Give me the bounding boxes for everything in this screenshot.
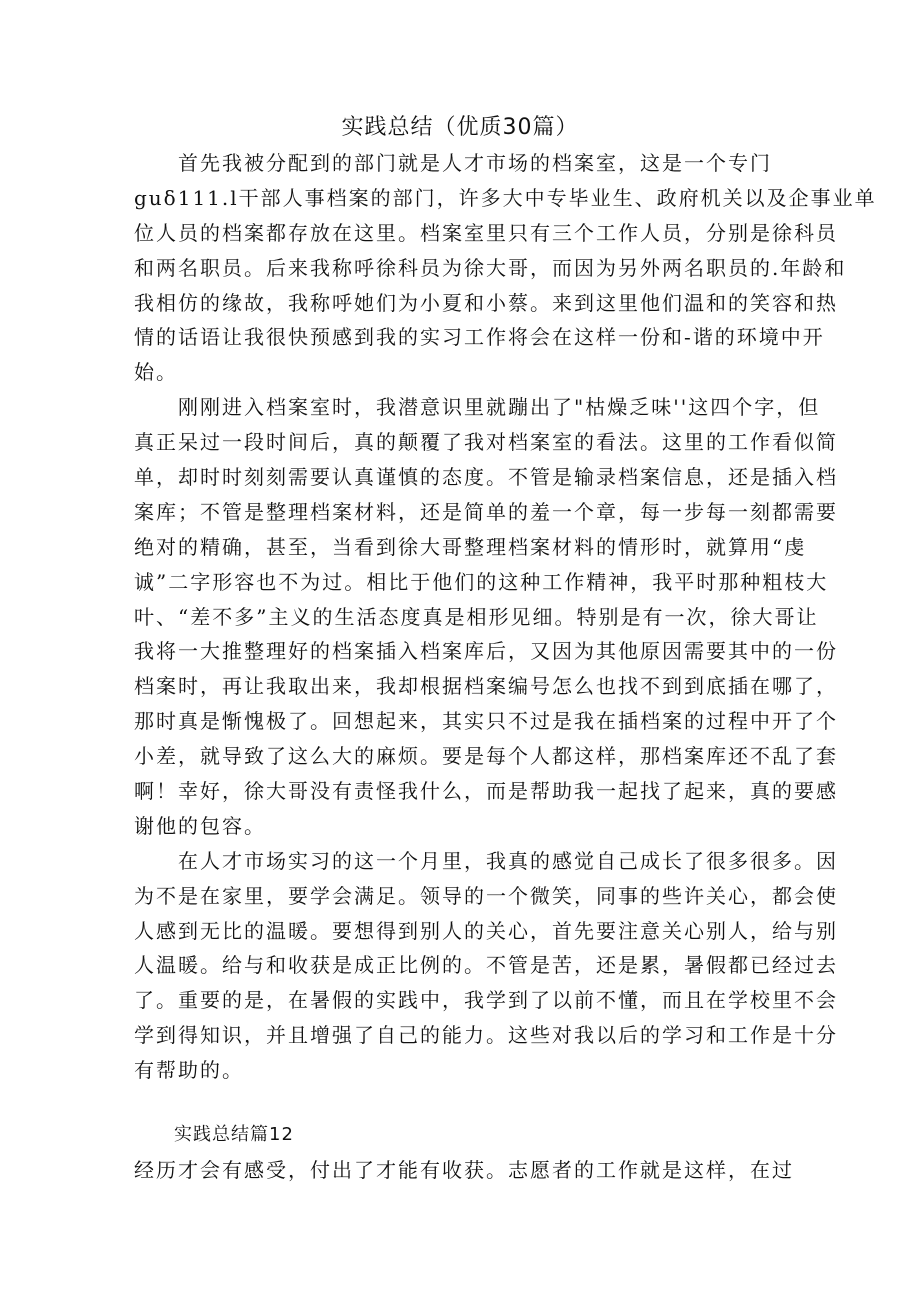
paragraph-line: 档案时，再让我取出来，我却根据档案编号怎么也找不到到底插在哪了，	[134, 674, 838, 699]
section-heading: 实践总结篇12	[174, 1124, 294, 1146]
paragraph-line: 叶、“差不多”主义的生活态度真是相形见细。特别是有一次，徐大哥让	[134, 604, 819, 629]
paragraph-line: 单，却时时刻刻需要认真谨慎的态度。不管是输录档案信息，还是插入档	[134, 465, 838, 490]
paragraph-line: 我将一大推整理好的档案插入档案库后，又因为其他原因需要其中的一份	[134, 639, 838, 664]
paragraph-line: 学到得知识，并且增强了自己的能力。这些对我以后的学习和工作是十分	[134, 1023, 838, 1048]
paragraph-line: 诚”二字形容也不为过。相比于他们的这种工作精神，我平时那种粗枝大	[134, 569, 829, 594]
paragraph-line: 真正呆过一段时间后，真的颠覆了我对档案室的看法。这里的工作看似简	[134, 430, 838, 455]
paragraph-line: 刚刚进入档案室时，我潜意识里就蹦出了"枯燥乏味''这四个字，但	[178, 395, 821, 420]
paragraph-line: guδ111.l干部人事档案的部门，许多大中专毕业生、政府机关以及企事业单	[134, 185, 877, 210]
paragraph-line: 谢他的包容。	[134, 813, 266, 838]
paragraph-line: 在人才市场实习的这一个月里，我真的感觉自己成长了很多很多。因	[178, 848, 838, 873]
section-spacer	[134, 1088, 794, 1118]
paragraph-4	[134, 1153, 794, 1188]
paragraph-line: 情的话语让我很快预感到我的实习工作将会在这样一份和-谐的环境中开	[134, 325, 825, 350]
paragraph-line: 位人员的档案都存放在这里。档案室里只有三个工作人员，分别是徐科员	[134, 220, 838, 245]
paragraph-line: 小差，就导致了这么大的麻烦。要是每个人都这样，那档案库还不乱了套	[134, 744, 838, 769]
paragraph-3	[134, 844, 838, 1088]
paragraph-line: 绝对的精确，甚至，当看到徐大哥整理档案材料的情形时，就算用“虔	[134, 534, 807, 559]
paragraph-line: 那时真是惭愧极了。回想起来，其实只不过是我在插档案的过程中开了个	[134, 709, 838, 734]
paragraph-line: 我相仿的缘故，我称呼她们为小夏和小蔡。来到这里他们温和的笑容和热	[134, 290, 838, 315]
paragraph-line: 案库；不管是整理档案材料，还是简单的羞一个章，每一步每一刻都需要	[134, 499, 838, 524]
paragraph-line: 始。	[134, 360, 178, 385]
document-title: 实践总结（优质30篇）	[341, 115, 579, 140]
paragraph-line: 和两名职员。后来我称呼徐科员为徐大哥，而因为另外两名职员的.年龄和	[134, 255, 847, 280]
paragraph-line: 经历才会有感受，付出了才能有收获。志愿者的工作就是这样，在过	[134, 1157, 794, 1182]
paragraph-line: 人温暖。给与和收获是成正比例的。不管是苦，还是累，暑假都已经过去	[134, 953, 838, 978]
paragraph-line: 人感到无比的温暖。要想得到别人的关心，首先要注意关心别人，给与别	[134, 918, 838, 943]
document-body	[134, 146, 877, 1188]
paragraph-line: 了。重要的是，在暑假的实践中，我学到了以前不懂，而且在学校里不会	[134, 988, 838, 1013]
paragraph-1	[134, 146, 877, 390]
paragraph-2	[134, 390, 838, 844]
paragraph-line: 有帮助的。	[134, 1058, 244, 1083]
paragraph-line: 啊！幸好，徐大哥没有责怪我什么，而是帮助我一起找了起来，真的要感	[134, 779, 838, 804]
paragraph-line: 首先我被分配到的部门就是人才市场的档案室，这是一个专门	[178, 151, 772, 175]
paragraph-line: 为不是在家里，要学会满足。领导的一个微笑，同事的些许关心，都会使	[134, 883, 838, 908]
